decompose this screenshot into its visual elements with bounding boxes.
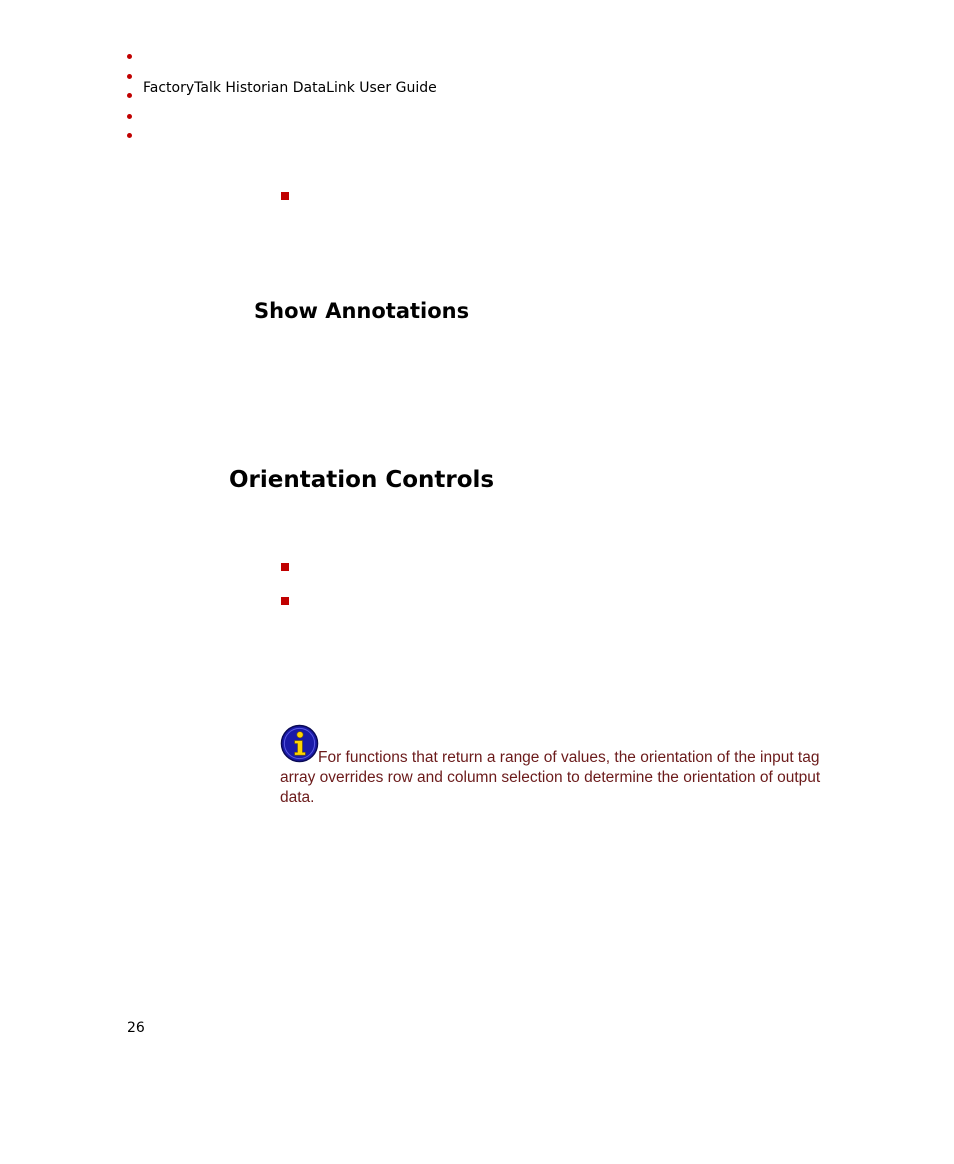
list-bullet — [281, 563, 289, 571]
info-note-text: For functions that return a range of values, the orientation of the input tag array overrides row and column selection to determine the orientation of output data. — [280, 749, 821, 806]
running-header: FactoryTalk Historian DataLink User Guide — [143, 80, 437, 96]
section-heading-orientation-controls: Orientation Controls — [229, 467, 495, 493]
list-bullet — [281, 192, 289, 200]
header-dot — [127, 54, 132, 59]
header-dot — [127, 74, 132, 79]
section-heading-show-annotations: Show Annotations — [254, 299, 470, 323]
list-bullet — [281, 597, 289, 605]
header-dot — [127, 133, 132, 138]
header-dot — [127, 114, 132, 119]
header-dot — [127, 93, 132, 98]
page-number: 26 — [127, 1020, 145, 1036]
